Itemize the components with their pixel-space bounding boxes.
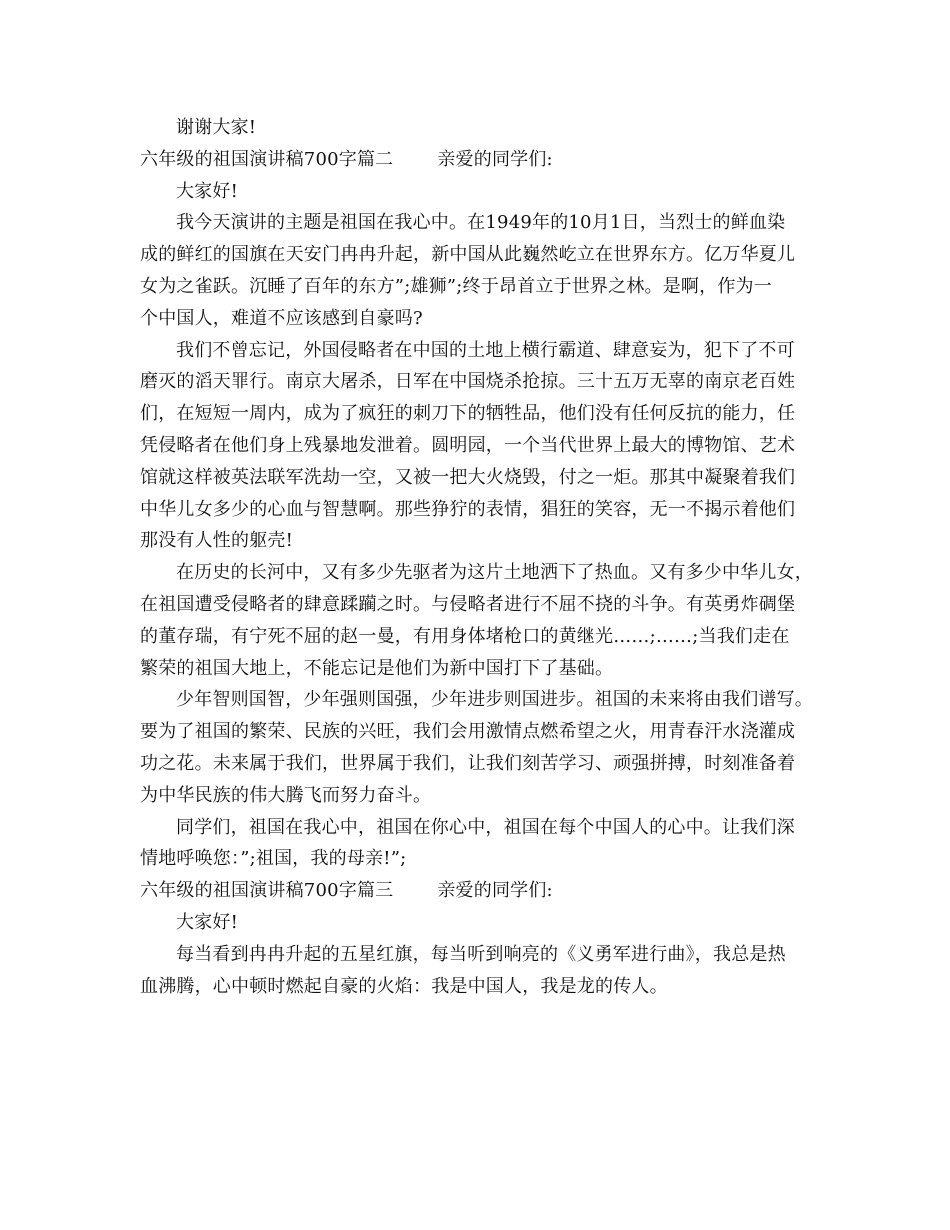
- greeting: 大家好!: [176, 911, 239, 933]
- paragraph-line: 我今天演讲的主题是祖国在我心中。在1949年的10月1日，当烈士的鲜血染: [176, 212, 786, 234]
- closing-line: 谢谢大家!: [176, 117, 257, 138]
- section-heading-line: [140, 144, 835, 176]
- paragraph-line: 繁荣的祖国大地上，不能忘记是他们为新中国打下了基础。: [140, 657, 614, 679]
- paragraph-line: 每当看到冉冉升起的五星红旗，每当听到响亮的《义勇军进行曲》，我总是热: [176, 943, 786, 965]
- paragraph-line: 们，在短短一周内，成为了疯狂的刺刀下的牺牲品，他们没有任何反抗的能力，任: [140, 403, 796, 425]
- section-title: 六年级的祖国演讲稿700字篇二: [140, 148, 394, 170]
- paragraph-line: 个中国人，难道不应该感到自豪吗?: [140, 307, 423, 329]
- paragraph-line: 我们不曾忘记，外国侵略者在中国的土地上横行霸道、肆意妄为，犯下了不可: [176, 339, 795, 361]
- greeting: 大家好!: [176, 180, 239, 202]
- paragraph-line: 在历史的长河中，又有多少先驱者为这片土地洒下了热血。又有多少中华儿女，: [176, 562, 813, 584]
- paragraph-line: 女为之雀跃。沉睡了百年的东方”;雄狮”;终于昂首立于世界之林。是啊，作为一: [140, 275, 772, 297]
- paragraph-line: 馆就这样被英法联军洗劫一空，又被一把大火烧毁，付之一炬。那其中凝聚着我们: [140, 466, 796, 488]
- paragraph-line: 少年智则国智，少年强则国强，少年进步则国进步。祖国的未来将由我们谱写。: [176, 689, 813, 711]
- salutation: 亲爱的同学们:: [437, 148, 553, 170]
- paragraph-line: 血沸腾，心中顿时燃起自豪的火焰：我是中国人，我是龙的传人。: [140, 975, 668, 997]
- paragraph-line: 为中华民族的伟大腾飞而努力奋斗。: [140, 784, 432, 806]
- salutation: 亲爱的同学们:: [437, 880, 553, 902]
- paragraph-line: 中华儿女多少的心血与智慧啊。那些狰狞的表情，猖狂的笑容，无一不揭示着他们: [140, 498, 796, 520]
- section-title: 六年级的祖国演讲稿700字篇三: [140, 880, 394, 902]
- paragraph-line: 情地呼唤您：”;祖国，我的母亲!”;: [140, 848, 407, 870]
- paragraph-line: 那没有人性的躯壳!: [140, 530, 294, 552]
- document-page: [140, 112, 835, 1002]
- section-heading-line: [140, 875, 835, 907]
- paragraph-line: 在祖国遭受侵略者的肆意蹂躏之时。与侵略者进行不屈不挠的斗争。有英勇炸碉堡: [140, 593, 796, 615]
- paragraph-line: 同学们，祖国在我心中，祖国在你心中，祖国在每个中国人的心中。让我们深: [176, 816, 795, 838]
- paragraph-line: 的董存瑞，有宁死不屈的赵一曼，有用身体堵枪口的黄继光……;……;当我们走在: [140, 625, 790, 647]
- paragraph-line: 功之花。未来属于我们，世界属于我们，让我们刻苦学习、顽强拼搏，时刻准备着: [140, 752, 796, 774]
- paragraph-line: 磨灭的滔天罪行。南京大屠杀，日军在中国烧杀抢掠。三十五万无辜的南京老百姓: [140, 371, 796, 393]
- paragraph-line: 要为了祖国的繁荣、民族的兴旺，我们会用激情点燃希望之火，用青春汗水浇灌成: [140, 721, 796, 743]
- paragraph-line: 成的鲜红的国旗在天安门冉冉升起，新中国从此巍然屹立在世界东方。亿万华夏儿: [140, 244, 796, 266]
- paragraph-line: 凭侵略者在他们身上残暴地发泄着。圆明园，一个当代世界上最大的博物馆、艺术: [140, 434, 796, 456]
